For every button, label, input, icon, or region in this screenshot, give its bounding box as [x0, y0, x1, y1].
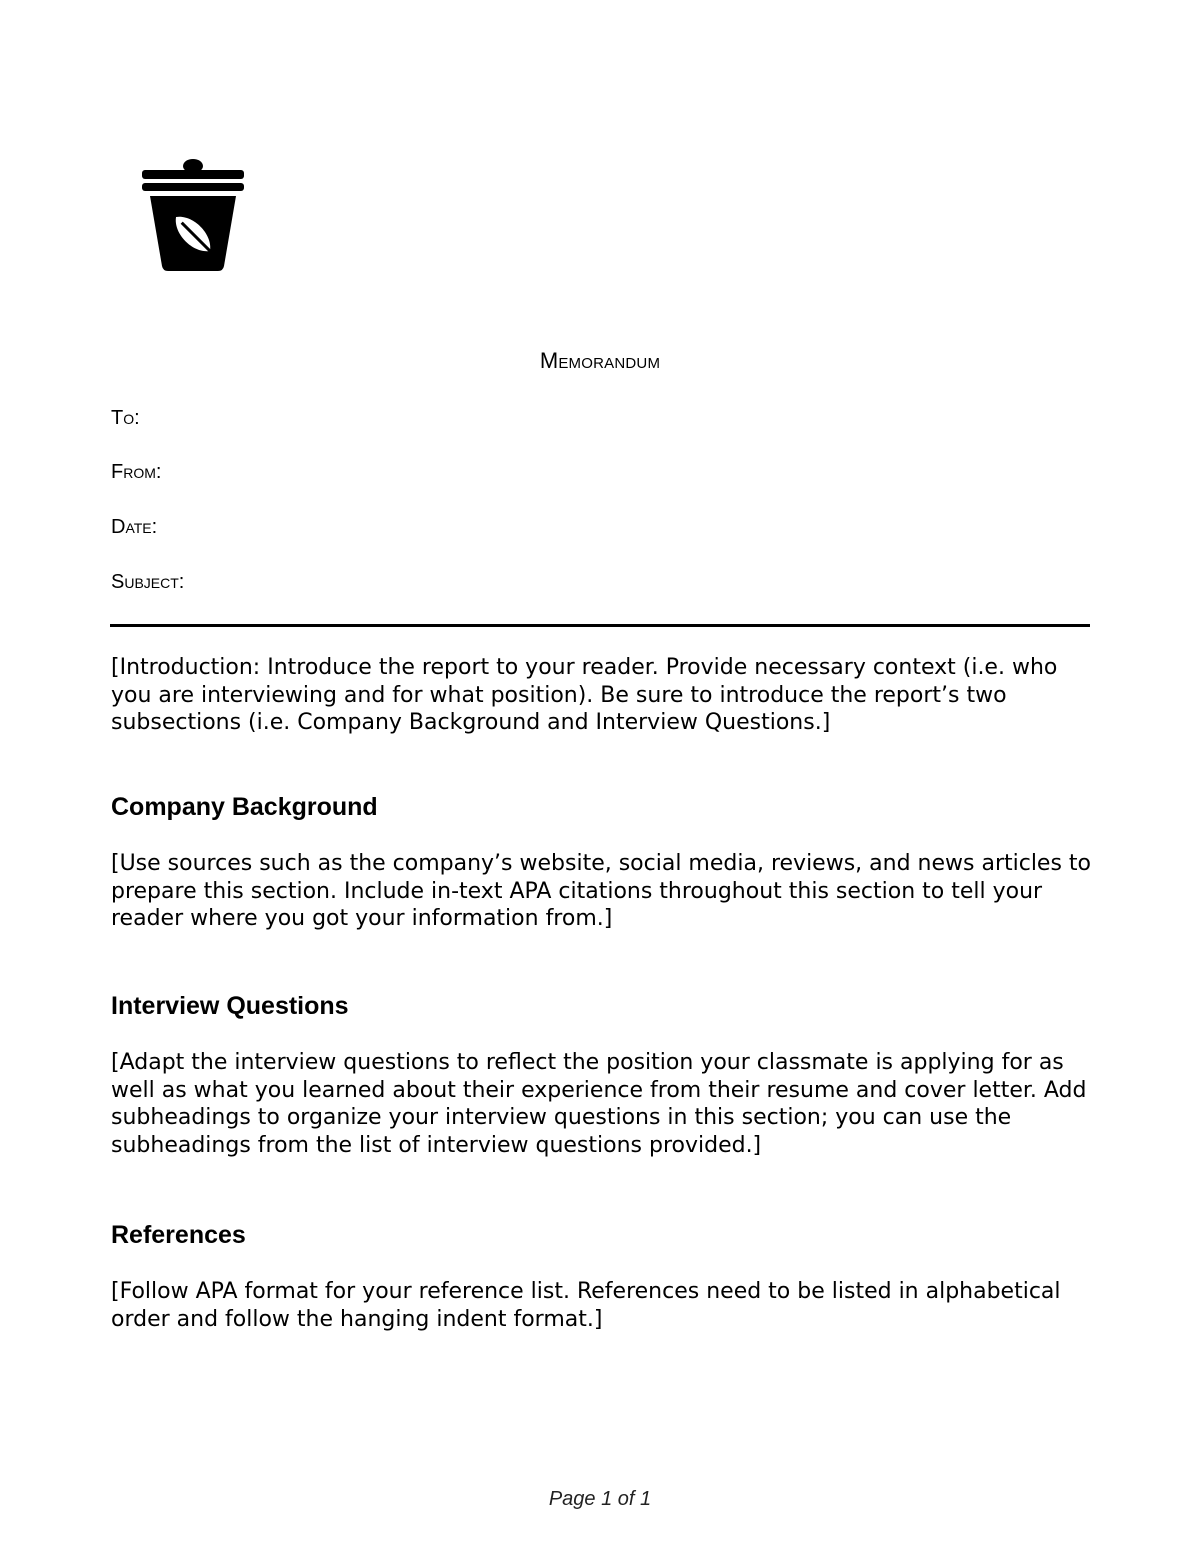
memo-to-label: To:	[111, 407, 140, 429]
references-heading: References	[111, 1221, 246, 1249]
memo-subject-label: Subject:	[111, 571, 185, 593]
interview-questions-heading: Interview Questions	[111, 992, 349, 1020]
references-paragraph: [Follow APA format for your reference list. References need to be listed in alphabetical order and follow the hanging indent format.]	[111, 1279, 1061, 1332]
company-background-paragraph: [Use sources such as the company’s website, social media, reviews, and news articles to prepare this section. Include in-text APA citations throughout this section to tell your reader where you got your information from.]	[111, 851, 1092, 931]
memo-date-label: Date:	[111, 516, 158, 538]
memo-from-label: From:	[111, 461, 162, 483]
company-background-heading: Company Background	[111, 793, 378, 821]
introduction-paragraph: [Introduction: Introduce the report to your reader. Provide necessary context (i.e. who you are interviewing and for what position). Be sure to introduce the report’s two subsections (i.e. Company Background and Interview Questions.]	[111, 655, 1058, 735]
memo-title: Memorandum	[539, 348, 661, 373]
recycle-bin-leaf-icon	[140, 158, 246, 274]
interview-questions-paragraph: [Adapt the interview questions to reflect the position your classmate is applying for as well as what you learned about their experience from their resume and cover letter. Add subheadings to organize your interview questions in this section; you can use the subheadings from the list of interview questions provided.]	[111, 1050, 1087, 1158]
page-number-footer: Page 1 of 1	[548, 1488, 652, 1510]
header-divider	[110, 624, 1090, 627]
